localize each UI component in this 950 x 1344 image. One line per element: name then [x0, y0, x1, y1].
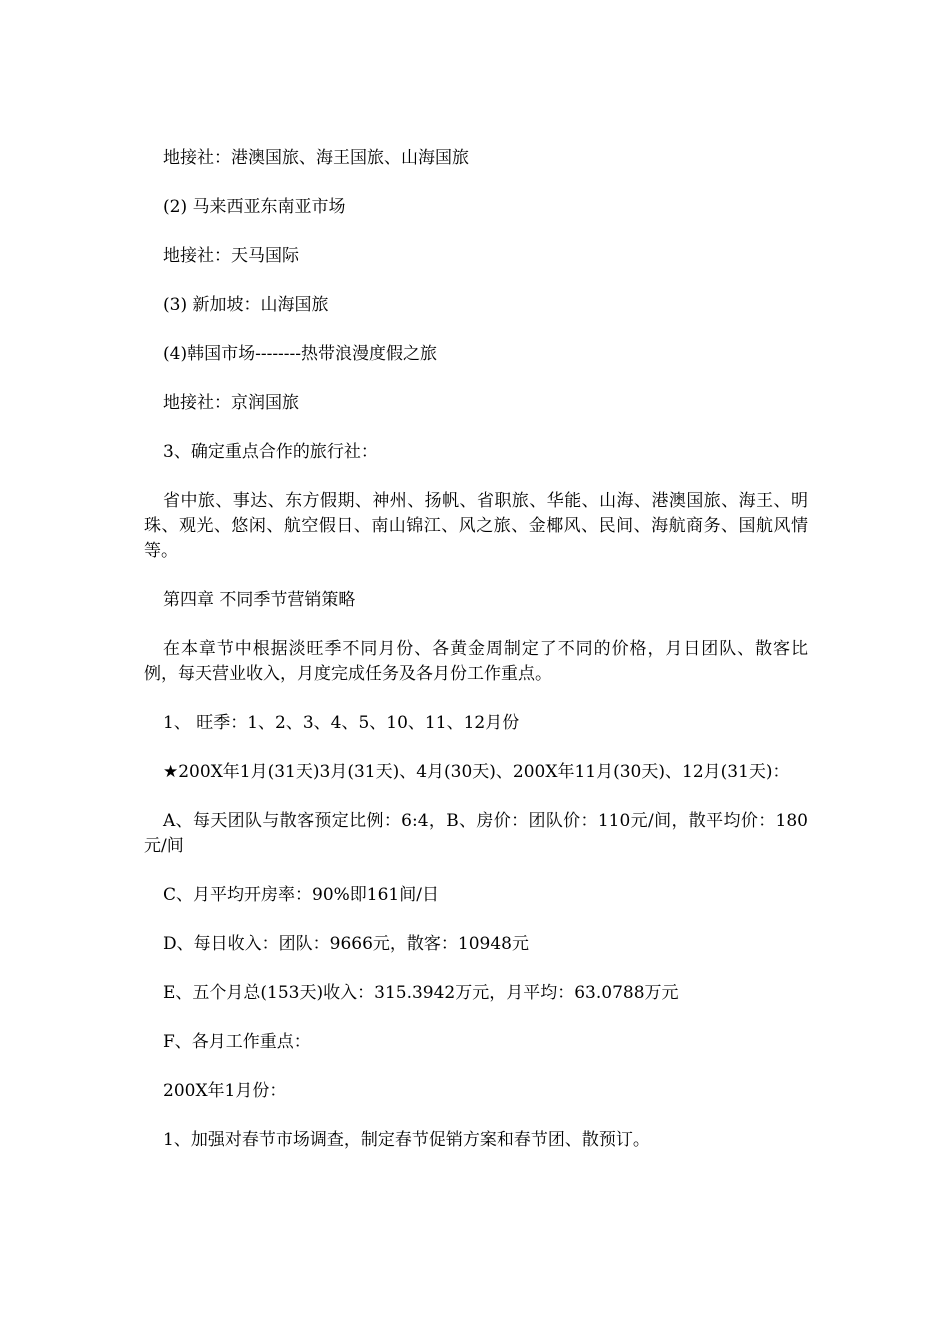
paragraph-malaysia-market: (2) 马来西亚东南亚市场 [163, 197, 346, 217]
paragraph-monthly-focus: F、各月工作重点： [163, 1032, 311, 1052]
paragraph-key-partners-heading: 3、确定重点合作的旅行社： [163, 442, 378, 462]
paragraph-local-agency-jingrun: 地接社：京润国旅 [163, 393, 299, 413]
paragraph-total-income: E、五个月总(153天)收入：315.3942万元，月平均：63.0788万元 [163, 983, 679, 1003]
paragraph-booking-ratio: A、每天团队与散客预定比例：6:4，B、房价：团队价：110元/间，散平均价：180元/间 [144, 811, 808, 856]
document-page [144, 146, 808, 1177]
paragraph-peak-months: ★200X年1月(31天)3月(31天)、4月(30天)、200X年11月(30天)、12月(31天)： [163, 762, 790, 782]
paragraph-chapter-intro: 在本章节中根据淡旺季不同月份、各黄金周制定了不同的价格，月日团队、散客比例，每天营业收入，月度完成任务及各月份工作重点。 [144, 639, 808, 684]
paragraph-peak-season: 1、 旺季：1、2、3、4、5、10、11、12月份 [163, 713, 520, 733]
paragraph-occupancy-rate: C、月平均开房率：90%即161间/日 [163, 885, 439, 905]
chapter-four-heading: 第四章 不同季节营销策略 [163, 590, 356, 610]
paragraph-january-heading: 200X年1月份： [163, 1081, 287, 1101]
paragraph-local-agency-hk-macau: 地接社：港澳国旅、海王国旅、山海国旅 [163, 148, 469, 168]
paragraph-local-agency-tianma: 地接社：天马国际 [163, 246, 299, 266]
paragraph-daily-income: D、每日收入：团队：9666元，散客：10948元 [163, 934, 529, 954]
paragraph-singapore: (3) 新加坡：山海国旅 [163, 295, 329, 315]
paragraph-korea-market: (4)韩国市场--------热带浪漫度假之旅 [163, 344, 438, 364]
paragraph-january-item-1: 1、加强对春节市场调查，制定春节促销方案和春节团、散预订。 [163, 1130, 650, 1150]
paragraph-key-partners-list: 省中旅、事达、东方假期、神州、扬帆、省职旅、华能、山海、港澳国旅、海王、明珠、观光、悠闲、航空假日、南山锦江、风之旅、金椰风、民间、海航商务、国航风情等。 [144, 491, 808, 561]
